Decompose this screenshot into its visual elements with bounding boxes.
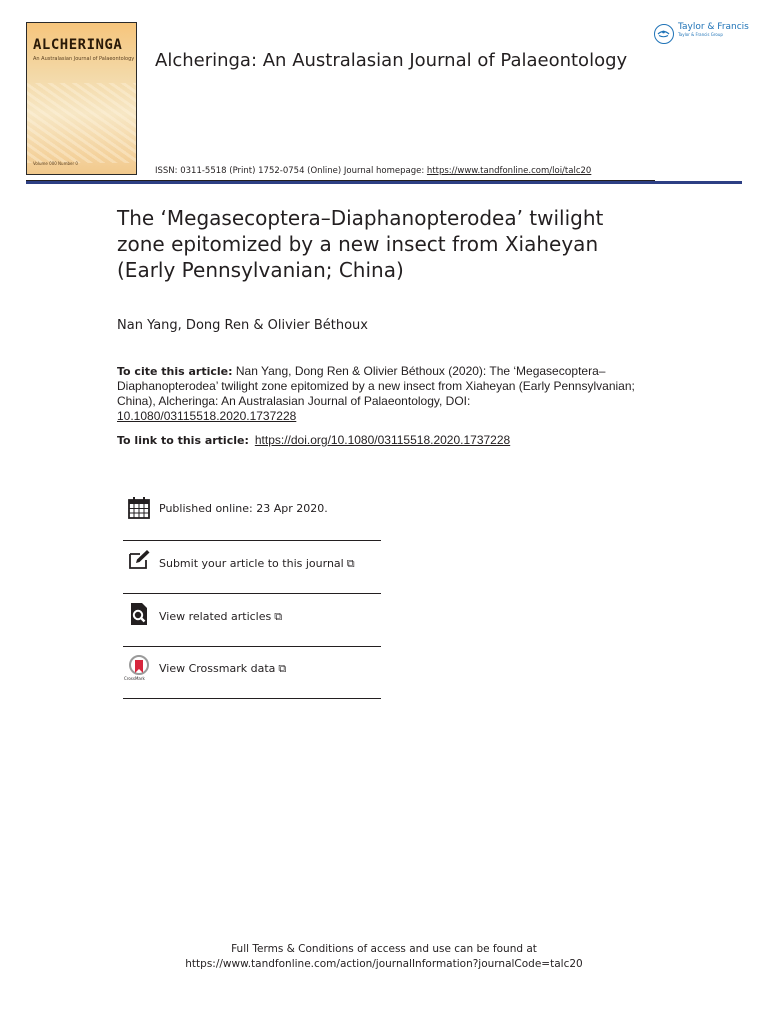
terms-footer [0,942,768,972]
citation-doi-link[interactable]: 10.1080/03115518.2020.1737228 [117,409,297,423]
header-rule-thick [26,181,742,184]
issn-text: ISSN: 0311-5518 (Print) 1752-0754 (Online) Journal homepage: [155,166,427,176]
article-title-line: The ‘Megasecoptera–Diaphanopterodea’ twilight [117,206,604,230]
publisher-logo[interactable] [654,22,749,44]
divider [123,540,381,541]
divider [123,646,381,647]
search-document-icon [127,602,151,626]
article-link-label: To link to this article: [117,434,249,447]
issn-line [155,166,591,176]
article-title-line: zone epitomized by a new insect from Xiaheyan [117,232,599,256]
external-link-icon: ⧉ [346,557,355,570]
divider [123,593,381,594]
cover-texture [27,83,136,163]
article-link-row [117,433,510,447]
terms-footer-url[interactable]: https://www.tandfonline.com/action/journalInformation?journalCode=talc20 [185,958,583,970]
crossmark-label: View Crossmark data [159,662,276,675]
citation-label: To cite this article: [117,365,233,378]
calendar-icon [127,496,151,520]
article-title [117,205,677,283]
publisher-logo-icon [654,24,674,44]
divider [123,698,381,699]
cover-title: ALCHERINGA [33,37,123,53]
external-link-icon: ⧉ [274,610,283,623]
article-doi-link[interactable]: https://doi.org/10.1080/03115518.2020.1737228 [254,433,511,447]
journal-cover-image [26,22,137,175]
cover-subtitle: An Australasian Journal of Palaeontology [33,56,135,62]
terms-footer-line: Full Terms & Conditions of access and use can be found at [231,943,537,955]
citation-block [117,364,637,424]
journal-title: Alcheringa: An Australasian Journal of Palaeontology [155,50,628,71]
cover-footer: Volume 000 Number 0 [33,161,78,166]
crossmark-icon-label: CrossMark [124,676,145,681]
edit-icon [127,548,151,572]
citation-text: Nan Yang, Dong Ren & Olivier Béthoux (2020): The ‘Megasecoptera–Diaphanopterodea’ twilight zone epitomized by a new insect from Xiaheyan (Early Pennsylvanian; China), Alcheringa: An Australasian Journal of Palaeontology, DOI: [117,364,635,408]
article-authors: Nan Yang, Dong Ren & Olivier Béthoux [117,318,368,333]
crossmark-icon [127,654,151,678]
journal-homepage-link[interactable]: https://www.tandfonline.com/loi/talc20 [426,166,592,176]
publisher-subname: Taylor & Francis Group [678,32,723,37]
related-articles-label: View related articles [159,610,272,623]
external-link-icon: ⧉ [278,662,287,675]
publisher-name: Taylor & Francis [678,22,749,32]
article-title-line: (Early Pennsylvanian; China) [117,258,404,282]
published-online-text: Published online: 23 Apr 2020. [159,502,328,515]
submit-article-label: Submit your article to this journal [159,557,344,570]
